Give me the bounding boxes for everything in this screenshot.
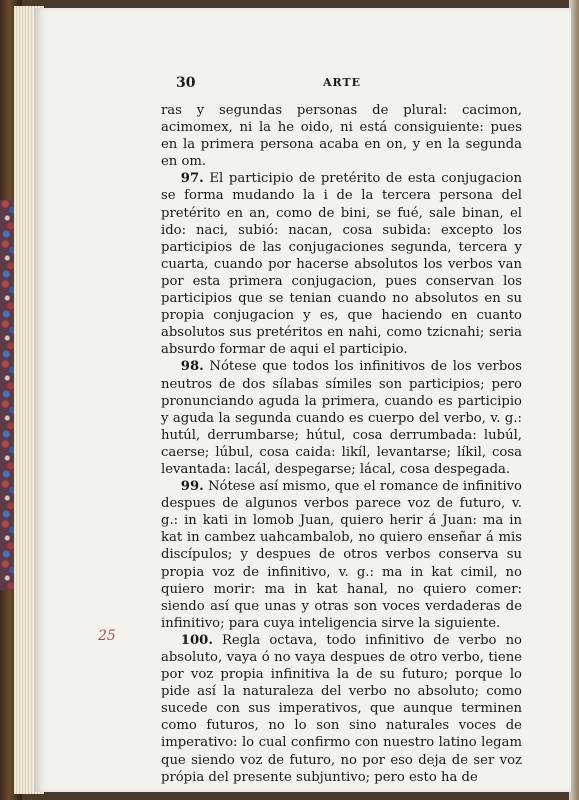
paragraph-number: 98. xyxy=(180,359,204,375)
paragraph-100 xyxy=(161,632,522,786)
paragraph-99 xyxy=(161,478,522,632)
paragraph-text: Nótese así mismo, que el romance de infinitivo despues de algunos verbos parece voz de futuro, v. g.: in kati in lomob Juan, quiero herir á Juan: ma in kat in cambez uahcambalob, no quiero enseñar á mis discípulos; y despues de otros verbos conserva su propia voz de infinitivo, v. g.: ma in kat cimil, no quiero morir: ma in kat hanal, no quiero comer: siendo así que unas y otras son voces verdaderas de infinitivo; para cuya inteligencia sirve la siguiente. xyxy=(161,479,522,631)
book-page xyxy=(34,8,571,792)
paragraph-number: 97. xyxy=(180,171,204,187)
paragraph-97 xyxy=(161,170,522,358)
page-header xyxy=(34,75,571,93)
paragraph-continuation xyxy=(161,102,522,170)
paragraph-98 xyxy=(161,358,522,478)
paragraph-text: Nótese que todos los infinitivos de los verbos neutros de dos sílabas símiles son participios; pero pronunciando aguda la primera, cuando es participio y aguda la segunda cuando es cuerpo del verbo, v. g.: hutúl, derrumbarse; hútul, cosa derrumbada: lubúl, caerse; lúbul, cosa caida: likíl, levantarse; líkil, cosa levantada: lacál, despegarse; lácal, cosa despegada. xyxy=(161,359,522,477)
margin-annotation: 25 xyxy=(98,628,116,644)
page-number: 30 xyxy=(176,75,196,91)
paragraph-text: Regla octava, todo infinitivo de verbo no absoluto, vaya ó no vaya despues de otro verbo, tiene por voz propia infinitiva la de su futuro; porque lo pide así la naturaleza del verbo no absoluto; como sucede con sus imperativos, que aunque terminen como futuros, no lo son sino naturales voces de imperativo: lo cual confirmo con nuestro latino legam que siendo voz de futuro, no por eso deja de ser voz própia del presente subjuntivo; pero esto ha de xyxy=(161,632,522,785)
paragraph-text: ras y segundas personas de plural: cacimon, acimomex, ni la he oido, ni está consiguiente: pues en la primera persona acaba en on, y en la segunda en om. xyxy=(161,103,522,170)
paragraph-text: El participio de pretérito de esta conjugacion se forma mudando la i de la tercera persona del pretérito en an, como de bini, se fué, sale binan, el ido: naci, subió: nacan, cosa subida: excepto los participios de las conjugaciones segunda, tercera y cuarta, cuando por hacerse absolutos los verbos van por esta primera conjugacion, pues conservan los participios que se tenian cuando no absolutos en su propia conjugacion y es, que haciendo en cuanto absolutos sus pretéritos en nahi, como tzicnahi; seria absurdo formar de aqui el participio. xyxy=(161,171,522,358)
body-text xyxy=(161,102,522,786)
paragraph-number: 99. xyxy=(180,479,204,495)
paragraph-number: 100. xyxy=(180,632,213,648)
running-head: ARTE xyxy=(323,76,362,89)
